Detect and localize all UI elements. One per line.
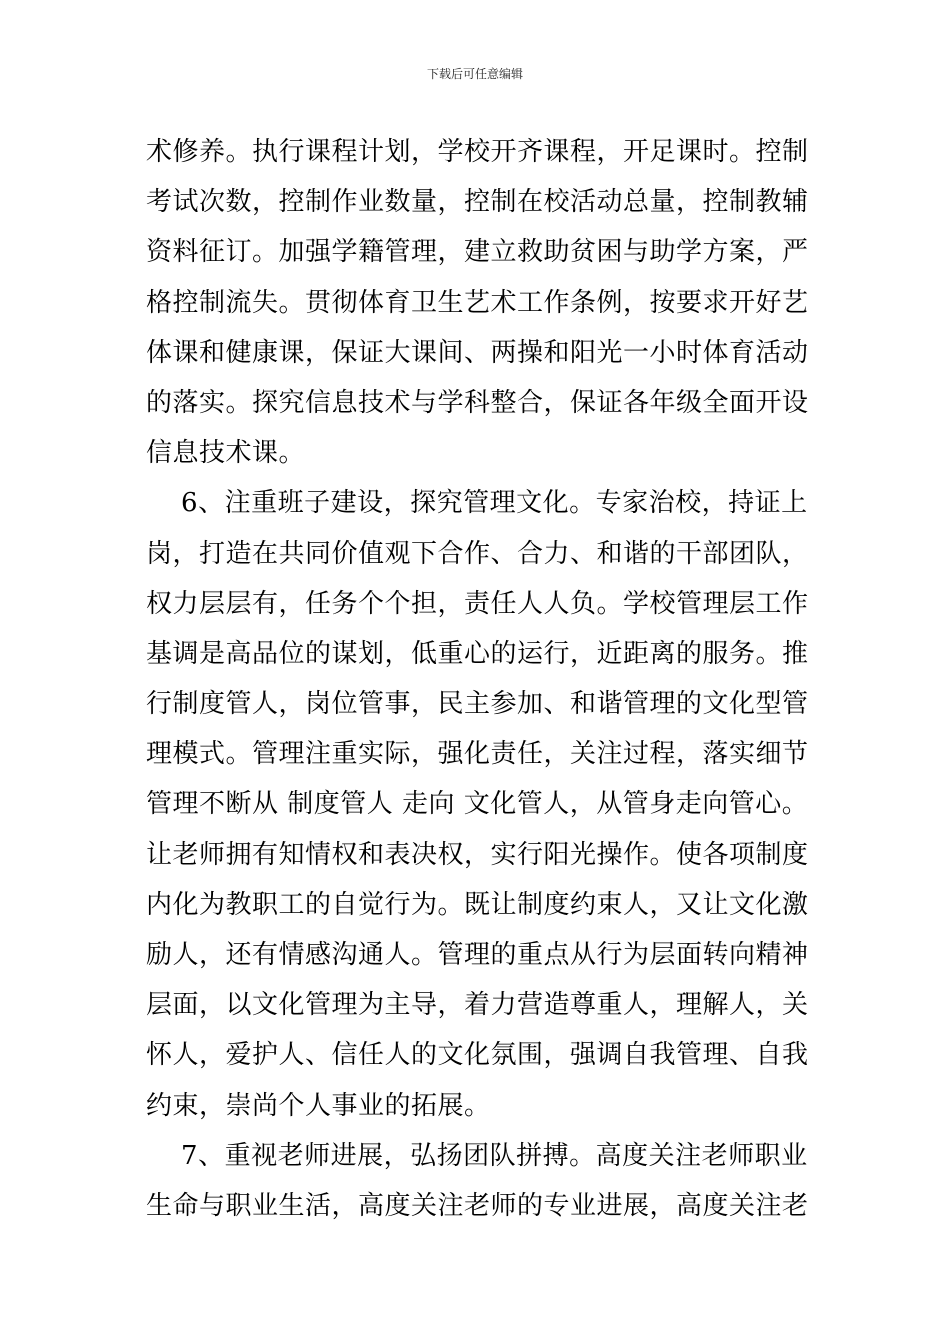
- text-line: 体课和健康课，保证大课间、两操和阳光一小时体育活动: [146, 337, 809, 368]
- text-line: 权力层层有，任务个个担，责任人人负。学校管理层工作: [146, 588, 809, 619]
- text-line: 信息技术课。: [146, 438, 306, 469]
- text-line: 7、重视老师进展，弘扬团队拼搏。高度关注老师职业: [146, 1140, 808, 1171]
- text-line: 管理不断从 制度管人 走向 文化管人，从管身走向管心。: [146, 789, 809, 820]
- text-line: 生命与职业生活，高度关注老师的专业进展，高度关注老: [146, 1190, 809, 1221]
- page-header: 下载后可任意编辑: [426, 67, 523, 81]
- text-line: 行制度管人，岗位管事，民主参加、和谐管理的文化型管: [146, 689, 809, 720]
- text-line: 怀人，爱护人、信任人的文化氛围，强调自我管理、自我: [146, 1040, 809, 1071]
- document-body: [146, 127, 808, 1231]
- text-line: 基调是高品位的谋划，低重心的运行，近距离的服务。推: [146, 638, 809, 669]
- text-line: 的落实。探究信息技术与学科整合，保证各年级全面开设: [146, 387, 809, 418]
- text-line: 6、注重班子建设，探究管理文化。专家治校，持证上: [146, 488, 808, 519]
- text-line: 格控制流失。贯彻体育卫生艺术工作条例，按要求开好艺: [146, 287, 809, 318]
- text-line: 理模式。管理注重实际，强化责任，关注过程，落实细节: [146, 739, 809, 770]
- text-line: 术修养。执行课程计划，学校开齐课程，开足课时。控制: [146, 137, 809, 167]
- text-line: 岗，打造在共同价值观下合作、合力、和谐的干部团队，: [146, 538, 809, 569]
- text-line: 内化为教职工的自觉行为。既让制度约束人，又让文化激: [146, 889, 809, 920]
- text-line: 励人，还有情感沟通人。管理的重点从行为层面转向精神: [146, 940, 809, 970]
- text-line: 约束，崇尚个人事业的拓展。: [146, 1090, 491, 1121]
- text-line: 考试次数，控制作业数量，控制在校活动总量，控制教辅: [146, 187, 809, 218]
- text-line: 层面，以文化管理为主导，着力营造尊重人，理解人，关: [146, 990, 809, 1021]
- text-line: 让老师拥有知情权和表决权，实行阳光操作。使各项制度: [146, 839, 809, 870]
- text-line: 资料征订。加强学籍管理，建立救助贫困与助学方案，严: [146, 237, 809, 268]
